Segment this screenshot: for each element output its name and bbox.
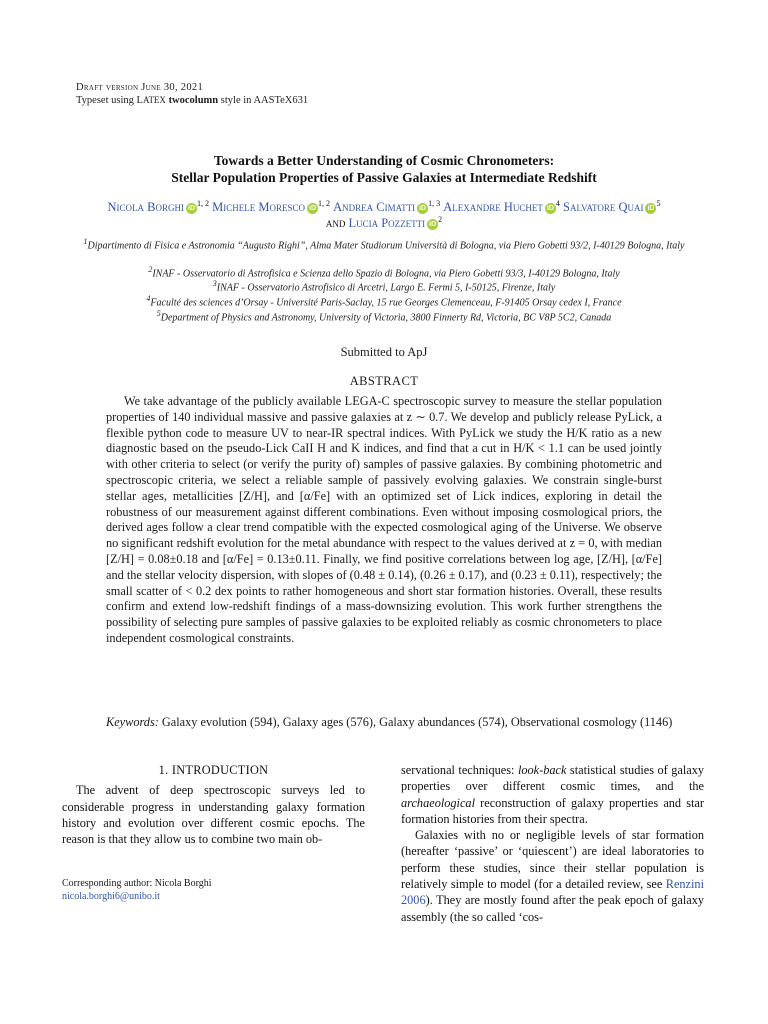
section-heading-introduction: 1. INTRODUCTION bbox=[158, 763, 269, 777]
keywords-list: Galaxy evolution (594), Galaxy ages (576), Galaxy abundances (574), Observational cosmology (1146) bbox=[161, 715, 673, 729]
right-column bbox=[401, 762, 704, 925]
author-list-cont bbox=[60, 211, 708, 232]
typeset-post: style in AASTeX631 bbox=[218, 95, 309, 106]
corresponding-email-link[interactable]: nicola.borghi6@unibo.it bbox=[62, 891, 160, 902]
keywords bbox=[106, 714, 724, 730]
orcid-icon[interactable]: iD bbox=[647, 205, 655, 213]
submitted-note: Submitted to ApJ bbox=[340, 345, 428, 359]
corresponding-author bbox=[62, 877, 212, 903]
draft-version: Draft version June 30, 2021 bbox=[76, 82, 204, 93]
intro-paragraph-1: The advent of deep spectroscopic surveys led to considerable progress in understanding galaxy formation history and evolution over different cosmic epochs. The reason is that they allow us to combine two main ob- bbox=[62, 783, 365, 847]
affiliation-2: $^2$INAF - Osservatorio di Astrofisica e Scienza dello Spazio di Bologna, via Piero Gobetti 93/3, I-40129 Bologna, Italy bbox=[148, 265, 620, 280]
keywords-label: Keywords: bbox=[106, 715, 159, 729]
orcid-icon[interactable]: iD bbox=[429, 221, 437, 229]
author[interactable]: Lucia Pozzetti $iD^2$ bbox=[348, 215, 443, 231]
intro-paragraph-1-cont: servational techniques: look-back statistical studies of galaxy properties over different cosmic times, and the archaeological reconstruction of galaxy properties and star formation histories from their spectra. bbox=[401, 763, 704, 826]
paper-title-line1: Towards a Better Understanding of Cosmic Chronometers: bbox=[213, 153, 555, 168]
orcid-icon[interactable]: iD bbox=[419, 205, 427, 213]
author[interactable]: Salvatore Quai $iD^5$ bbox=[563, 199, 661, 215]
latex-logo: ATEX bbox=[142, 95, 166, 105]
author[interactable]: Andrea Cimatti iD$^{1, 3}$ bbox=[333, 199, 441, 215]
paper-title-line2: Stellar Population Properties of Passive Galaxies at Intermediate Redshift bbox=[171, 170, 597, 185]
typeset-note bbox=[76, 95, 308, 106]
and-word: and bbox=[325, 216, 346, 231]
orcid-icon[interactable]: iD bbox=[546, 205, 554, 213]
orcid-icon[interactable]: iD bbox=[188, 205, 196, 213]
intro-paragraph-2: Galaxies with no or negligible levels of star formation (hereafter ‘passive’ or ‘quiescent’) are ideal laboratories to perform these studies, since their stellar population is relatively simple to model (for a detailed review, see Renzini 2006). They are mostly found after the peak epoch of galaxy assembly (the so called ‘cos- bbox=[401, 828, 704, 924]
author[interactable]: Alexandre Huchet $iD^4$ bbox=[443, 199, 560, 215]
arxiv-stamp bbox=[16, 0, 60, 1024]
affiliation-1: $^1$Dipartimento di Fisica e Astronomia “Augusto Righi”, Alma Mater Studiorum Università di Bologna, via Piero Gobetti 93/2, I-40129 Bologna, Italy bbox=[83, 237, 685, 252]
abstract-heading: ABSTRACT bbox=[349, 374, 419, 388]
affiliation-4: $^4$Faculté des sciences d’Orsay - Université Paris-Saclay, 15 rue Georges Clemenceau, F-91405 Orsay cedex I, France bbox=[146, 294, 622, 309]
typeset-bold: twocolumn bbox=[168, 95, 219, 106]
author[interactable]: Nicola Borghi iD$^{1, 2}$ bbox=[107, 199, 210, 215]
abstract-body: We take advantage of the publicly available LEGA-C spectroscopic survey to measure the stellar population properties of 140 individual massive and passive galaxies at z ∼ 0.7. We develop and publicly release PyLick, a flexible python code to measure UV to near-IR spectral indices. With PyLick we study the H/K ratio as a new diagnostic based on the pseudo-Lick CaII H and K indices, and find that a cut in H/K < 1.1 can be used jointly with other criteria to select (or verify the purity of) samples of passive galaxies. By combining photometric and spectroscopic criteria, we select a reliable sample of passively evolving galaxies. We constrain single-burst stellar ages, metallicities [Z/H], and [α/Fe] with an optimized set of Lick indices, exploring in detail the robustness of our measurement against different combinations. Even without imposing cosmological priors, the derived ages follow a clear trend compatible with the expected cosmological aging of the Universe. We observe no significant redshift evolution for the metal abundance with respect to the values derived at z = 0, with median [Z/H] = 0.08±0.18 and [α/Fe] = 0.13±0.11. Finally, we find positive correlations between log age, [Z/H], [α/Fe] and the stellar velocity dispersion, with slopes of (0.48 ± 0.14), (0.26 ± 0.17), and (0.23 ± 0.11), respectively; the small scatter of < 0.2 dex points to rather homogeneous and short star formation histories. Overall, these results confirm and extend low-redshift findings of a mass-downsizing evolution. This work further strengthens the possibility of selecting pure samples of passive galaxies to be exploited reliably as cosmic chronometers to place independent cosmological constraints. bbox=[106, 394, 662, 645]
typeset-pre: Typeset using L bbox=[76, 95, 143, 106]
corresponding-label: Corresponding author: Nicola Borghi bbox=[62, 878, 212, 889]
affiliation-3: $^3$INAF - Osservatorio Astrofisico di Arcetri, Largo E. Fermi 5, I-50125, Firenze, Italy bbox=[212, 279, 556, 294]
author[interactable]: Michele Moresco iD$^{1, 2}$ bbox=[212, 199, 330, 215]
orcid-icon[interactable]: iD bbox=[309, 205, 316, 213]
left-column bbox=[62, 762, 365, 847]
citation-link[interactable]: Renzini 2006 bbox=[401, 877, 704, 908]
affiliation-5: $^5$Department of Physics and Astronomy, University of Victoria, 3800 Finnerty Rd, Victoria, BC V8P 5C2, Canada bbox=[156, 309, 612, 324]
